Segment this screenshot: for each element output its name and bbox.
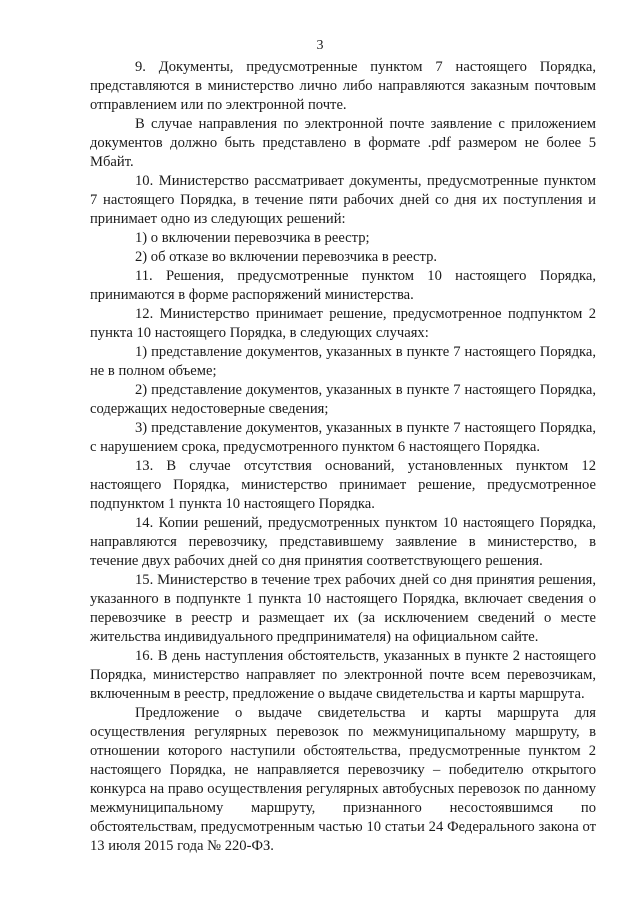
paragraph-9-email: В случае направления по электронной почте заявление с приложением документов должно быть представлено в формате .pdf размером не более 5 Мбайт. [90,116,596,170]
paragraph-10: 10. Министерство рассматривает документы, предусмотренные пунктом 7 настоящего Порядка, в течение пяти рабочих дней со дня их поступления и принимает одно из следующих решений: [90,173,596,227]
paragraph-12-item-3: 3) представление документов, указанных в пункте 7 настоящего Порядка, с нарушением срока, предусмотренного пунктом 6 настоящего Порядка. [90,420,596,455]
paragraph-10-item-1: 1) о включении перевозчика в реестр; [135,230,370,246]
paragraph-12: 12. Министерство принимает решение, предусмотренное подпунктом 2 пункта 10 настоящего Порядка, в следующих случаях: [90,306,596,341]
paragraph-11: 11. Решения, предусмотренные пунктом 10 настоящего Порядка, принимаются в форме распоряжений министерства. [90,268,596,303]
document-body [90,58,596,856]
page-number: 3 [316,38,324,53]
paragraph-13: 13. В случае отсутствия оснований, установленных пунктом 12 настоящего Порядка, министерство принимает решение, предусмотренное подпунктом 1 пункта 10 настоящего Порядка. [90,458,596,512]
paragraph-12-item-1: 1) представление документов, указанных в пункте 7 настоящего Порядка, не в полном объеме; [90,344,596,379]
paragraph-14: 14. Копии решений, предусмотренных пунктом 10 настоящего Порядка, направляются перевозчику, представившему заявление в министерство, в течение двух рабочих дней со дня принятия соответствующего решения. [90,515,596,569]
paragraph-15: 15. Министерство в течение трех рабочих дней со дня принятия решения, указанного в подпункте 1 пункта 10 настоящего Порядка, включает сведения о перевозчике в реестр и размещает их (за исключением сведений о месте жительства индивидуального предпринимателя) на официальном сайте. [90,572,596,645]
paragraph-9: 9. Документы, предусмотренные пунктом 7 настоящего Порядка, представляются в министерство лично либо направляются заказным почтовым отправлением или по электронной почте. [90,59,596,113]
paragraph-10-item-2: 2) об отказе во включении перевозчика в реестр. [135,249,438,265]
paragraph-16: 16. В день наступления обстоятельств, указанных в пункте 2 настоящего Порядка, министерство направляет по электронной почте всем перевозчикам, включенным в реестр, предложение о выдаче свидетельства и карты маршрута. [90,648,596,702]
paragraph-12-item-2: 2) представление документов, указанных в пункте 7 настоящего Порядка, содержащих недостоверные сведения; [90,382,596,417]
paragraph-16-exception: Предложение о выдаче свидетельства и карты маршрута для осуществления регулярных перевозок по межмуниципальному маршруту, в отношении которого наступили обстоятельства, предусмотренные пунктом 2 настоящего Порядка, не направляется перевозчику – победителю открытого конкурса на право осуществления регулярных автобусных перевозок по данному межмуниципальному маршруту, признанного несостоявшимся по обстоятельствам, предусмотренным частью 10 статьи 24 Федерального закона от 13 июля 2015 года № 220-ФЗ. [90,705,596,854]
